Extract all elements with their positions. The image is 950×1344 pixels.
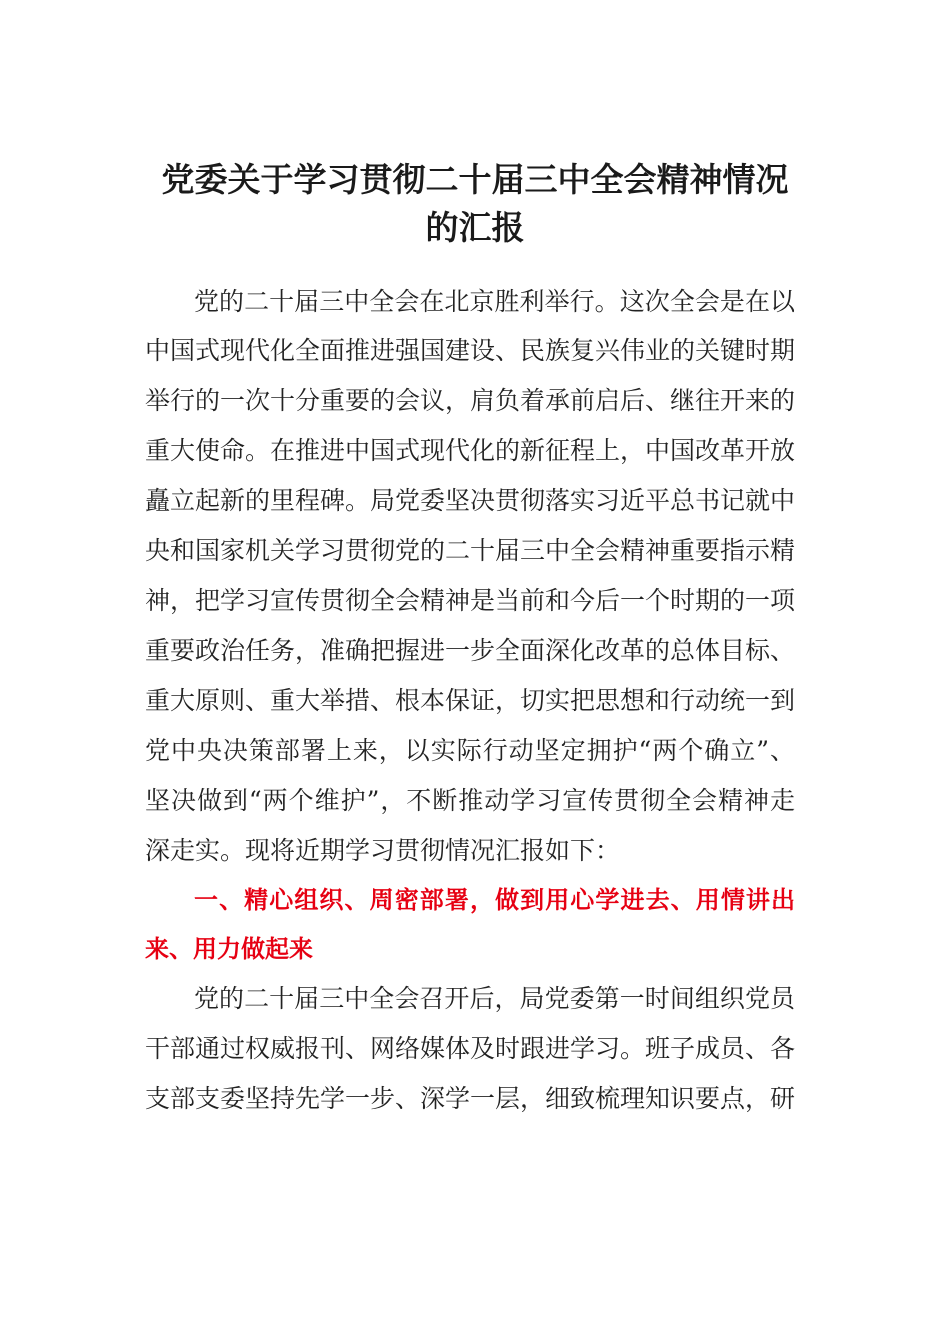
section-heading-line: 一、精心组织、周密部署，做到用心学进去、用情讲出 [194, 886, 795, 914]
paragraph-line: 举行的一次十分重要的会议，肩负着承前启后、继往开来的 [145, 386, 796, 415]
paragraph-line: 央和国家机关学习贯彻党的二十届三中全会精神重要指示精 [145, 536, 796, 565]
document-title-line-1: 党委关于学习贯彻二十届三中全会精神情况 [161, 160, 789, 199]
paragraph-line: 深走实。现将近期学习贯彻情况汇报如下： [145, 836, 621, 865]
paragraph-line: 党的二十届三中全会在北京胜利举行。这次全会是在以 [194, 287, 795, 316]
paragraph-line: 干部通过权威报刊、网络媒体及时跟进学习。班子成员、各 [145, 1034, 796, 1063]
section-heading-line: 来、用力做起来 [145, 935, 313, 963]
paragraph-line: 中国式现代化全面推进强国建设、民族复兴伟业的关键时期 [145, 336, 796, 365]
paragraph-line: 重大原则、重大举措、根本保证，切实把思想和行动统一到 [145, 686, 796, 715]
paragraph-line: 重大使命。在推进中国式现代化的新征程上，中国改革开放 [145, 436, 796, 465]
paragraph-line: 支部支委坚持先学一步、深学一层，细致梳理知识要点，研 [145, 1084, 796, 1113]
paragraph-line: 坚决做到“两个维护”，不断推动学习宣传贯彻全会精神走 [145, 786, 795, 815]
paragraph-line: 神，把学习宣传贯彻全会精神是当前和今后一个时期的一项 [145, 586, 796, 615]
paragraph-line: 重要政治任务，准确把握进一步全面深化改革的总体目标、 [145, 636, 796, 665]
paragraph-line: 矗立起新的里程碑。局党委坚决贯彻落实习近平总书记就中 [145, 486, 796, 515]
paragraph-line: 党的二十届三中全会召开后，局党委第一时间组织党员 [194, 984, 795, 1013]
paragraph-line: 党中央决策部署上来，以实际行动坚定拥护“两个确立”、 [145, 736, 795, 765]
document-title-line-2: 的汇报 [425, 208, 525, 247]
